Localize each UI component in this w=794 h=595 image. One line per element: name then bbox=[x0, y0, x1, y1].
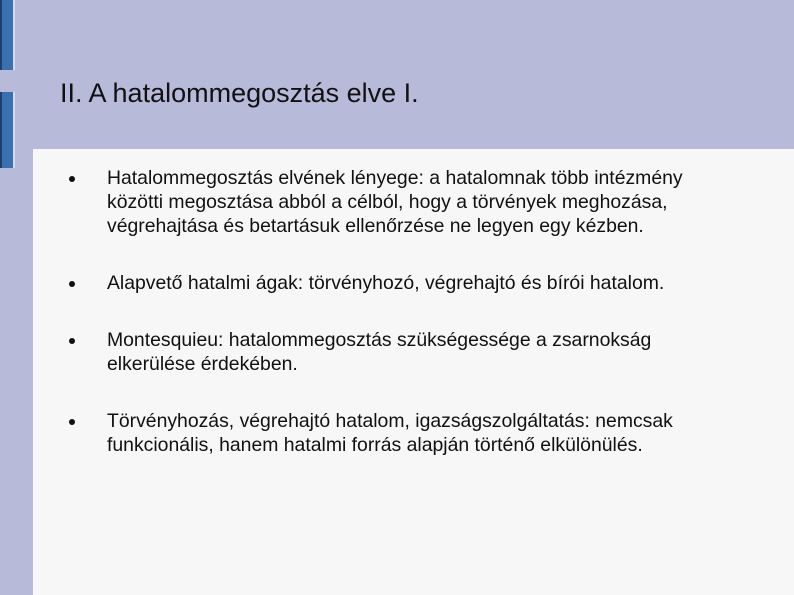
bullet-text: Törvényhozás, végrehajtó hatalom, igazságszolgáltatás: nemcsak funkcionális, hanem hatalmi forrás alapján történő elkülönülés. bbox=[107, 410, 673, 456]
bullet-dot-icon bbox=[69, 419, 75, 425]
bullet-text: Alapvető hatalmi ágak: törvényhozó, végrehajtó és bírói hatalom. bbox=[107, 272, 665, 294]
bullet-item bbox=[33, 166, 794, 238]
bullet-dot-icon bbox=[69, 338, 75, 344]
slide-title: II. A hatalommegosztás elve I. bbox=[60, 78, 419, 108]
bullet-dot-icon bbox=[69, 176, 75, 182]
content-panel bbox=[33, 149, 794, 595]
bullet-item bbox=[33, 328, 794, 376]
bullet-dot-icon bbox=[69, 281, 75, 287]
decorative-bar-top bbox=[0, 0, 15, 70]
bullet-text: Montesquieu: hatalommegosztás szükségessége a zsarnokság elkerülése érdekében. bbox=[107, 329, 652, 375]
bullet-list bbox=[33, 166, 794, 490]
bullet-text: Hatalommegosztás elvének lényege: a hatalomnak több intézmény közötti megosztása abból a célból, hogy a törvények meghozása, végrehajtása és betartásuk ellenőrzése ne legyen egy kézben. bbox=[107, 167, 683, 237]
bullet-item bbox=[33, 271, 794, 295]
bullet-item bbox=[33, 409, 794, 457]
decorative-bar-bottom bbox=[0, 92, 15, 168]
